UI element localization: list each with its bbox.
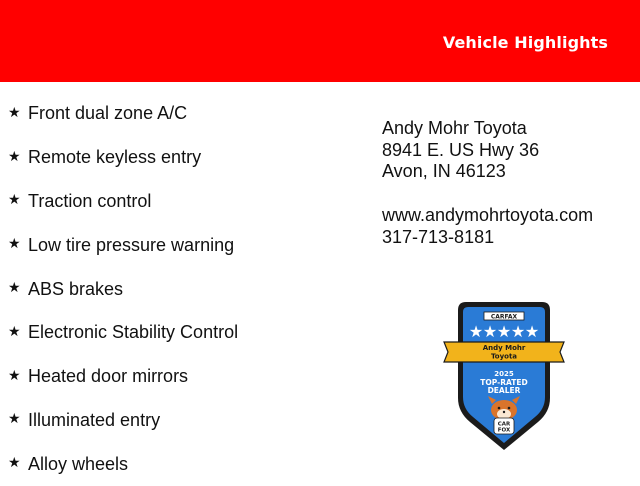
dealer-website-link[interactable]: www.andymohrtoyota.com (382, 204, 594, 225)
page-title: Vehicle Highlights (442, 33, 608, 52)
star-icon: ★ (8, 191, 21, 208)
star-icon: ★ (8, 103, 21, 120)
feature-item (8, 267, 238, 311)
star-icon: ★ (8, 366, 21, 383)
star-icon: ★ (8, 454, 21, 471)
mascot-text-line1: CAR (497, 421, 511, 428)
feature-label: Electronic Stability Control (28, 322, 239, 343)
star-icon: ★ (8, 279, 21, 296)
star-icon: ★ (482, 322, 498, 341)
feature-item (8, 355, 238, 399)
star-icon: ★ (8, 322, 21, 339)
star-icon: ★ (510, 322, 526, 341)
star-icon: ★ (8, 147, 21, 164)
star-icon: ★ (524, 322, 540, 341)
feature-item (8, 311, 238, 355)
feature-item (8, 92, 238, 136)
star-icon: ★ (496, 322, 512, 341)
spacer (382, 183, 593, 205)
feature-item (8, 399, 238, 443)
star-icon: ★ (8, 235, 21, 252)
feature-label: Alloy wheels (28, 453, 129, 474)
carfax-logo-text: CARFAX (490, 313, 518, 321)
feature-item (8, 136, 238, 180)
badge-award-line1: TOP-RATED (480, 378, 528, 387)
feature-item (8, 442, 238, 486)
badge-award-line2: DEALER (487, 386, 521, 395)
badge-dealer-line2: Toyota (490, 352, 518, 361)
feature-label: Illuminated entry (28, 409, 161, 430)
dealer-address-line2: Avon, IN 46123 (382, 161, 506, 182)
dealer-info (382, 118, 593, 248)
dealer-phone: 317-713-8181 (382, 226, 495, 247)
carfax-top-rated-dealer-badge (442, 300, 566, 452)
feature-label: Low tire pressure warning (28, 234, 235, 255)
feature-label: Traction control (28, 190, 152, 211)
feature-label: Front dual zone A/C (28, 103, 188, 124)
feature-label: ABS brakes (28, 278, 124, 299)
mascot-text-line2: FOX (497, 427, 511, 434)
star-icon: ★ (468, 322, 484, 341)
dealer-name: Andy Mohr Toyota (382, 118, 527, 138)
badge-year: 2025 (494, 370, 514, 378)
dealer-address-line1: 8941 E. US Hwy 36 (382, 139, 540, 160)
feature-item (8, 223, 238, 267)
feature-item (8, 180, 238, 224)
badge-dealer-line1: Andy Mohr (482, 344, 526, 352)
header-banner (0, 0, 640, 82)
rating-stars (469, 322, 539, 341)
star-icon: ★ (8, 410, 21, 427)
features-list (8, 92, 238, 486)
feature-label: Heated door mirrors (28, 366, 189, 387)
feature-label: Remote keyless entry (28, 147, 202, 168)
